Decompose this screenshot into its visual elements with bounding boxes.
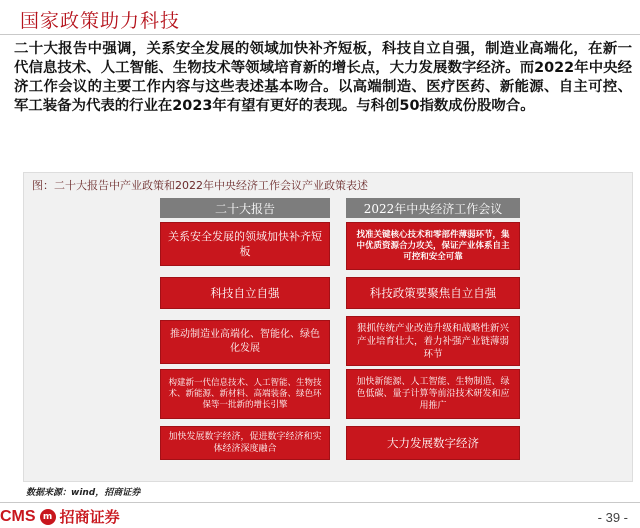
right-item-3: 狠抓传统产业改造升级和战略性新兴产业培育壮大，着力补强产业链薄弱环节 (346, 316, 520, 366)
left-item-2: 科技自立自强 (160, 277, 330, 309)
footer-divider (0, 502, 640, 503)
figure-caption: 图：二十大报告中产业政策和2022年中央经济工作会议产业政策表述 (32, 179, 368, 192)
body-paragraph: 二十大报告中强调，关系安全发展的领域加快补齐短板，科技自立自强，制造业高端化，在新一代信息技术、人工智能、生物技术等领域培育新的增长点，大力发展数字经济。而2022年中央经济工作会议的主要工作内容与这些表述基本吻合。以高端制造、医疗医药、新能源、自主可控、军工装备为代表的行业在2023年有望有更好的表现。与科创50指数成份股吻合。 (14, 41, 632, 114)
page-title: 国家政策助力科技 (20, 10, 181, 32)
right-item-1: 找准关键核心技术和零部件薄弱环节，集中优质资源合力攻关，保证产业体系自主可控和安全可靠 (346, 222, 520, 270)
right-item-4: 加快新能源、人工智能、生物制造、绿色低碳、量子计算等前沿技术研发和应用推广 (346, 369, 520, 419)
data-source: 数据来源：wind，招商证券 (26, 488, 141, 498)
logo-mark-icon: m (40, 509, 56, 525)
left-item-1: 关系安全发展的领域加快补齐短板 (160, 222, 330, 266)
left-item-5: 加快发展数字经济，促进数字经济和实体经济深度融合 (160, 426, 330, 460)
left-item-3: 推动制造业高端化、智能化、绿色化发展 (160, 320, 330, 364)
title-divider (0, 34, 640, 35)
logo-chinese-text: 招商证券 (59, 508, 120, 526)
page-number: - 39 - (597, 510, 628, 525)
right-column-header: 2022年中央经济工作会议 (346, 198, 520, 218)
left-column-header: 二十大报告 (160, 198, 330, 218)
right-item-5: 大力发展数字经济 (346, 426, 520, 460)
figure-panel (23, 172, 633, 482)
left-item-4: 构建新一代信息技术、人工智能、生物技术、新能源、新材料、高端装备、绿色环保等一批新的增长引擎 (160, 369, 330, 419)
right-item-2: 科技政策要聚焦自立自强 (346, 277, 520, 309)
logo-cms-text: CMS (0, 507, 36, 525)
company-logo (0, 506, 120, 527)
